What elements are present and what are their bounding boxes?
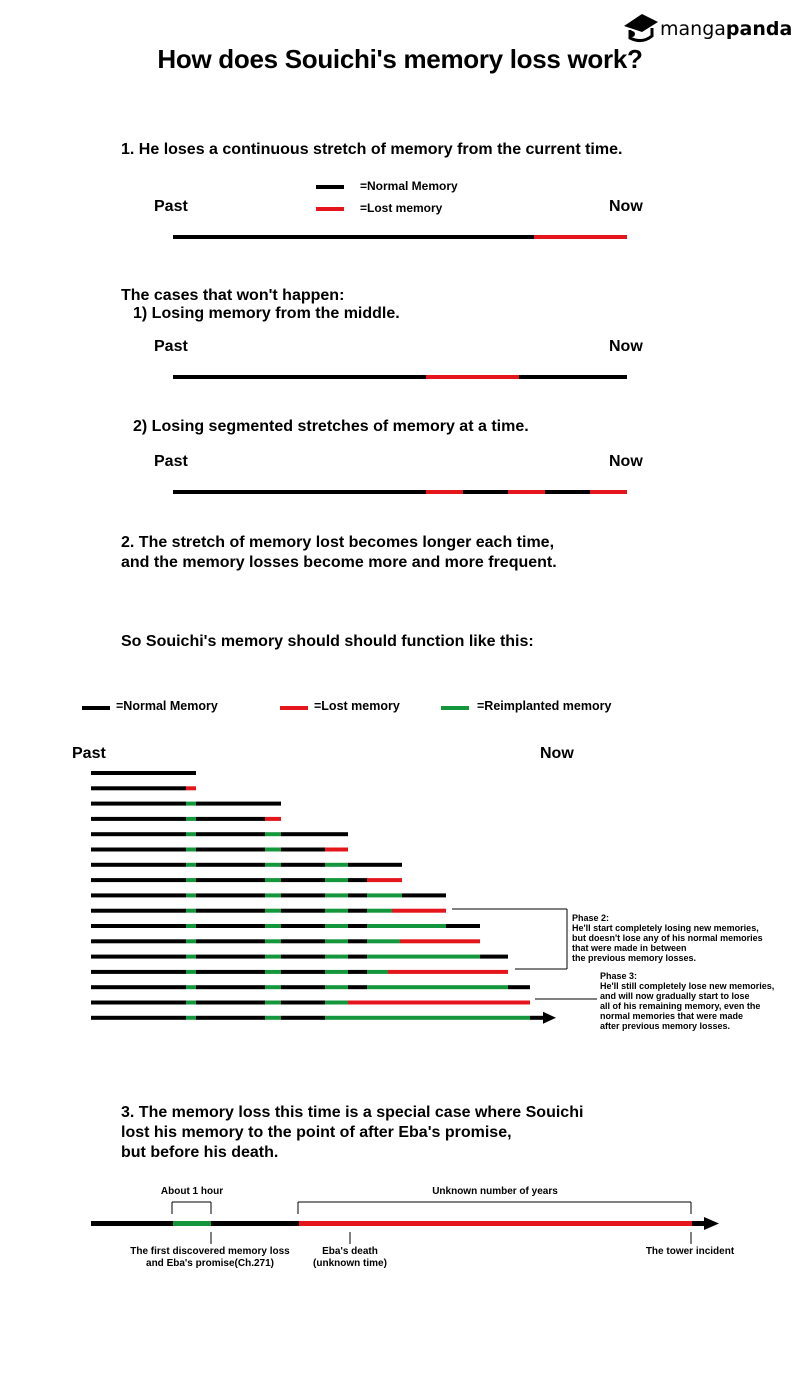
memory-bar-segment (186, 832, 196, 836)
memory-bar-segment (348, 939, 367, 943)
case2-label: 2) Losing segmented stretches of memory at a time. (133, 418, 529, 435)
memory-bar-segment (186, 1001, 196, 1005)
case1-now-label: Now (609, 338, 643, 355)
memory-bar-segment (91, 939, 186, 943)
phase3-line: and will now gradually start to lose (600, 991, 750, 1001)
memory-bar-segment (91, 878, 186, 882)
first-loss-line: The first discovered memory loss (130, 1246, 290, 1257)
memory-bar-segment (265, 985, 281, 989)
memory-bar-segment (265, 924, 281, 928)
memory-bar-segment (367, 939, 400, 943)
memory-bar-segment (480, 955, 508, 959)
memory-bar-segment (265, 863, 281, 867)
memory-bar-segment (186, 909, 196, 913)
legend2-reimplanted-label: =Reimplanted memory (477, 699, 612, 713)
memory-bar-segment (265, 817, 281, 821)
memory-bar-segment (281, 832, 348, 836)
memory-bar-segment (91, 909, 186, 913)
memory-bar-segment (367, 878, 402, 882)
memory-bar-segment (325, 848, 348, 852)
memory-bar-segment (265, 1001, 281, 1005)
page-title: How does Souichi's memory loss work? (157, 44, 643, 74)
past-label-2: Past (72, 745, 106, 762)
memory-bar-segment (91, 1016, 186, 1020)
memory-bar-segment (196, 955, 265, 959)
memory-bar-segment (325, 909, 348, 913)
memory-bar-segment (91, 985, 186, 989)
memory-bar-segment (91, 1001, 186, 1005)
memory-bar-segment (367, 893, 402, 897)
memory-bar-segment (196, 970, 265, 974)
timeline3-normal (211, 1221, 299, 1226)
memory-bar-segment (367, 909, 392, 913)
memory-bar-segment (281, 939, 325, 943)
memory-bar-segment (402, 893, 446, 897)
memory-bar-segment (91, 893, 186, 897)
phase3-text (600, 971, 774, 1031)
memory-bar-segment (91, 863, 186, 867)
section3-heading-line: lost his memory to the point of after Eba's promise, (121, 1124, 512, 1141)
memory-bar-segment (281, 863, 325, 867)
memory-bar-segment (196, 878, 265, 882)
phase3-line: after previous memory losses. (600, 1021, 731, 1031)
memory-bar-segment (508, 985, 530, 989)
memory-bar-segment (348, 924, 367, 928)
memory-bar-segment (281, 970, 325, 974)
memory-bar-segment (91, 786, 186, 790)
memory-bar-segment (196, 1001, 265, 1005)
memory-bar-segment (325, 970, 348, 974)
memory-bar-segment (265, 848, 281, 852)
memory-bar-segment (367, 924, 446, 928)
memory-bar-segment (186, 955, 196, 959)
memory-bar-segment (186, 970, 196, 974)
now-label-2: Now (540, 745, 574, 762)
phase2-line: the previous memory losses. (572, 953, 697, 963)
memory-bar-segment (186, 878, 196, 882)
memory-bar-segment (281, 924, 325, 928)
memory-bar-segment (91, 817, 186, 821)
memory-bar-segment (196, 924, 265, 928)
memory-bar-segment (367, 985, 508, 989)
phase3-line: He'll still completely lose new memories, (600, 981, 775, 991)
memory-bar-segment (186, 848, 196, 852)
memory-bar-segment (281, 955, 325, 959)
memory-bar-segment (367, 970, 388, 974)
memory-bar-segment (186, 893, 196, 897)
phase2-line: that were made in between (572, 943, 687, 953)
memory-bar-segment (281, 1001, 325, 1005)
memory-bar-segment (400, 939, 480, 943)
memory-bar-segment (186, 985, 196, 989)
memory-bar-segment (325, 893, 348, 897)
memory-bar-segment (196, 802, 281, 806)
memory-bar-segment (265, 1016, 281, 1020)
memory-bar-segment (196, 832, 265, 836)
memory-bar-segment (281, 1016, 325, 1020)
memory-bar-segment (348, 970, 367, 974)
section1-heading: 1. He loses a continuous stretch of memory from the current time. (121, 141, 623, 158)
memory-bar-segment (91, 955, 186, 959)
memory-bar-segment (196, 909, 265, 913)
past-label: Past (154, 198, 188, 215)
memory-bar-segment (196, 893, 265, 897)
memory-bar-segment (91, 970, 186, 974)
phase3-line: all of his remaining memory, even the (600, 1001, 761, 1011)
memory-bar-segment (392, 909, 446, 913)
memory-bar-segment (325, 985, 348, 989)
about-hour-label: About 1 hour (160, 1186, 224, 1197)
memory-bar-segment (281, 848, 325, 852)
memory-bar-segment (186, 1016, 196, 1020)
legend2-normal-label: =Normal Memory (116, 699, 218, 713)
timeline3-normal (692, 1221, 706, 1226)
timeline3-normal (91, 1221, 173, 1226)
legend2-lost-label: =Lost memory (314, 699, 400, 713)
now-label: Now (609, 198, 643, 215)
section2-heading-line: 2. The stretch of memory lost becomes longer each time, (121, 534, 555, 551)
logo-text: mangapanda (660, 18, 793, 40)
phase2-text (572, 913, 763, 963)
timeline3-lost (299, 1221, 692, 1226)
cases-heading: The cases that won't happen: (121, 287, 345, 304)
memory-bar-segment (196, 817, 265, 821)
memory-bar-segment (325, 863, 348, 867)
memory-bar-segment (325, 1016, 530, 1020)
eba-death-line: (unknown time) (313, 1258, 387, 1269)
timeline3-reimplanted (173, 1221, 211, 1226)
case1-label: 1) Losing memory from the middle. (133, 305, 400, 322)
memory-bar-segment (388, 970, 508, 974)
memory-bar-segment (91, 924, 186, 928)
memory-bar-segment (186, 817, 196, 821)
memory-bar-segment (265, 939, 281, 943)
memory-bar-segment (348, 909, 367, 913)
memory-bar-segment (325, 1001, 348, 1005)
memory-bar-segment (325, 955, 348, 959)
memory-bar-segment (196, 848, 265, 852)
memory-bar-segment (186, 863, 196, 867)
memory-bar-segment (265, 893, 281, 897)
memory-bar-segment (186, 786, 196, 790)
memory-bar-segment (196, 985, 265, 989)
phase2-title: Phase 2: (572, 913, 610, 923)
memory-bar-segment (91, 802, 186, 806)
legend-lost-label: =Lost memory (360, 201, 443, 215)
case2-past-label: Past (154, 453, 188, 470)
phase3-line: normal memories that were made (600, 1011, 744, 1021)
memory-bar-segment (348, 985, 367, 989)
phase2-line: but doesn't lose any of his normal memories (572, 933, 763, 943)
memory-bar-segment (91, 771, 196, 775)
section3-heading-line: but before his death. (121, 1144, 279, 1161)
function-heading: So Souichi's memory should should function like this: (121, 633, 534, 650)
eba-death-label (300, 1246, 400, 1270)
memory-bar-segment (325, 924, 348, 928)
memory-bar-segment (348, 955, 367, 959)
memory-bar-segment (325, 939, 348, 943)
first-loss-label (125, 1246, 295, 1270)
memory-bar-segment (196, 863, 265, 867)
memory-bar-segment (265, 955, 281, 959)
memory-bar-segment (281, 893, 325, 897)
memory-bar-segment (530, 1016, 545, 1020)
arrow-head-icon (543, 1012, 556, 1024)
tower-incident-label: The tower incident (645, 1246, 735, 1257)
memory-bar-segment (348, 1001, 530, 1005)
phase2-line: He'll start completely losing new memories, (572, 923, 759, 933)
memory-bar-segment (265, 909, 281, 913)
memory-bar-segment (325, 878, 348, 882)
memory-bar-segment (265, 970, 281, 974)
memory-bar-segment (265, 832, 281, 836)
memory-bar-segment (281, 985, 325, 989)
memory-bar-segment (196, 1016, 265, 1020)
phase3-title: Phase 3: (600, 971, 638, 981)
memory-bar-segment (91, 848, 186, 852)
memory-bar-segment (348, 893, 367, 897)
memory-bar-segment (348, 863, 402, 867)
memory-bar-segment (265, 878, 281, 882)
legend-normal-label: =Normal Memory (360, 179, 458, 193)
timeline3-arrow-head-icon (704, 1217, 719, 1230)
eba-death-line: Eba's death (322, 1246, 378, 1257)
memory-bar-segment (348, 878, 367, 882)
case1-past-label: Past (154, 338, 188, 355)
section2-heading-line: and the memory losses become more and more frequent. (121, 554, 557, 571)
memory-bar-segment (91, 832, 186, 836)
memory-bar-segment (196, 939, 265, 943)
memory-bar-segment (281, 909, 325, 913)
section3-heading-line: 3. The memory loss this time is a special case where Souichi (121, 1104, 584, 1121)
unknown-years-label: Unknown number of years (432, 1186, 558, 1197)
memory-bar-segment (281, 878, 325, 882)
memory-bar-segment (186, 939, 196, 943)
section3-heading (121, 1103, 583, 1163)
memory-bar-segment (186, 802, 196, 806)
first-loss-line: and Eba's promise(Ch.271) (146, 1258, 274, 1269)
memory-bar-segment (186, 924, 196, 928)
case2-now-label: Now (609, 453, 643, 470)
memory-bar-segment (446, 924, 480, 928)
memory-bar-segment (367, 955, 480, 959)
